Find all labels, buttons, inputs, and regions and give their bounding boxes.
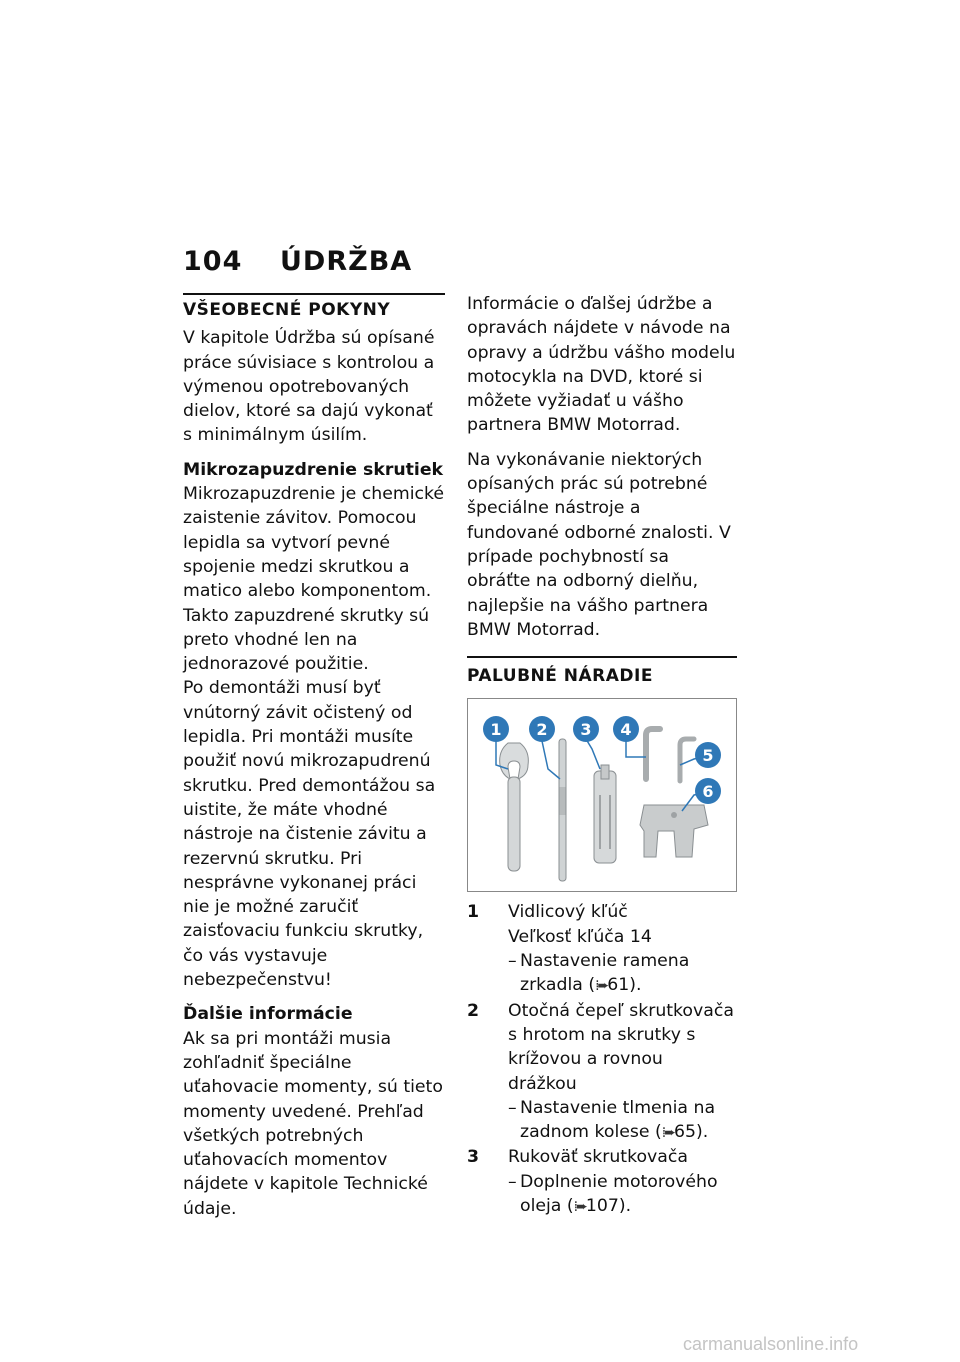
page-ref-arrow-icon: ⁞➨ [595,978,608,995]
tool-item-sub-ref[interactable]: 61). [607,975,642,996]
page-header [183,246,412,277]
hex-key-large-icon [646,729,660,779]
callout-3 [573,716,599,742]
tool-item-number: 2 [467,1000,480,1021]
svg-text:2: 2 [536,720,548,740]
callout-4 [613,716,639,742]
section-divider [467,656,737,658]
tool-item-sub-ref[interactable]: 107). [585,1196,632,1217]
callout-2 [529,716,555,742]
callout-5 [695,742,721,768]
handle-adapter-icon [640,805,708,857]
tool-item-sub-ref[interactable]: 65). [673,1122,709,1143]
screwdriver-handle-icon [594,765,616,863]
screwdriver-blade-icon [559,739,566,881]
tool-item-name: Rukoväť skrutkovača [508,1147,688,1168]
wrench-icon [500,743,529,871]
toolkit-illustration [467,698,737,892]
tool-item-detail: Veľkosť kľúča 14 [508,926,652,947]
right-column [467,292,737,1219]
tool-item-name: Vidlicový kľúč [508,902,628,923]
tool-item-sub-text: Nastavenie ramena zrkadla [520,951,690,996]
page-ref-arrow-icon: ⁞➨ [573,1199,586,1216]
subsection-title-microencap: Mikrozapuzdrenie skrutiek [183,459,444,480]
svg-text:4: 4 [620,720,632,740]
tool-item-sub: – Doplnenie motorového oleja (⁞➨107). [508,1170,737,1220]
page-number: 104 [183,246,243,277]
general-intro: V kapitole Údržba sú opísané práce súvisiace s kontrolou a výmenou opotrebovaných dielov, ktoré sa dajú vykonať s minimálnym úsilím. [183,328,435,446]
tool-item-sub-text: Doplnenie motorového oleja [520,1171,718,1217]
svg-text:3: 3 [580,720,592,740]
tool-item-number: 3 [467,1147,480,1168]
microencap-paragraph-1: Mikrozapuzdrenie je chemické zaistenie závitov. Pomocou lepidla sa vytvorí pevné spojenie medzi skrutkou a matico alebo komponentom. Takto zapuzdrené skrutky sú preto vhodné len na jednorazové použitie. [183,484,445,675]
tool-item-sub: – Nastavenie tlmenia na zadnom kolese (⁞➨65). [508,1096,737,1146]
tool-item-sub: – Nastavenie ramena zrkadla (⁞➨61). [508,949,737,999]
svg-text:6: 6 [702,782,714,802]
svg-text:1: 1 [490,720,502,740]
section-title-general: VŠEOBECNÉ POKYNY [183,300,391,320]
svg-text:5: 5 [702,746,714,766]
callout-6 [695,778,721,804]
left-column [183,292,445,1231]
page-ref-arrow-icon: ⁞➨ [661,1125,674,1142]
subsection-title-more-info: Ďalšie informácie [183,1004,353,1025]
tool-item-2 [467,999,737,1096]
chapter-title: ÚDRŽBA [280,246,413,277]
section-title-toolkit: PALUBNÉ NÁRADIE [467,666,653,687]
right-paragraph-2: Na vykonávanie niektorých opísaných prác sú potrebné špeciálne nástroje a fundované odborné znalosti. V prípade pochybností sa obráťte na odborný dielňu, najlepšie na vášho partnera BMW Motorrad. [467,449,731,640]
tool-item-number: 1 [467,902,480,923]
tool-item-3 [467,1145,737,1169]
tool-item-sub-text: Nastavenie tlmenia na zadnom kolese [520,1097,716,1143]
microencap-paragraph-2: Po demontáži musí byť vnútorný závit očistený od lepidla. Pri montáži musíte použiť novú mikrozapudrenú skrutku. Pred demontážou sa uistite, že máte vhodné nástroje na čistenie závitu a rezervnú skrutku. Pri nesprávne vykonanej práci nie je možné zaručiť zaisťovaciu funkciu skrutky, čo vás vystavuje nebezpečenstvu! [183,678,436,991]
more-info-paragraph: Ak sa pri montáži musia zohľadniť špeciálne uťahovacie momenty, sú tieto momenty uvedené. Prehľad všetkých potrebných uťahovacích momentov nájdete v kapitole Technické údaje. [183,1028,443,1219]
tool-item-1 [467,900,737,949]
callout-1 [483,716,509,742]
toolkit-drawing [468,699,736,891]
right-paragraph-1: Informácie o ďalšej údržbe a opravách nájdete v návode na opravy a údržbu vášho modelu motocykla na DVD, ktoré si môžete vyžiadať u vášho partnera BMW Motorrad. [467,294,736,436]
tool-item-name: Otočná čepeľ skrutkovača s hrotom na skrutky s krížovou a rovnou drážkou [508,1000,734,1094]
watermark: carmanualsonline.info [683,1334,859,1354]
